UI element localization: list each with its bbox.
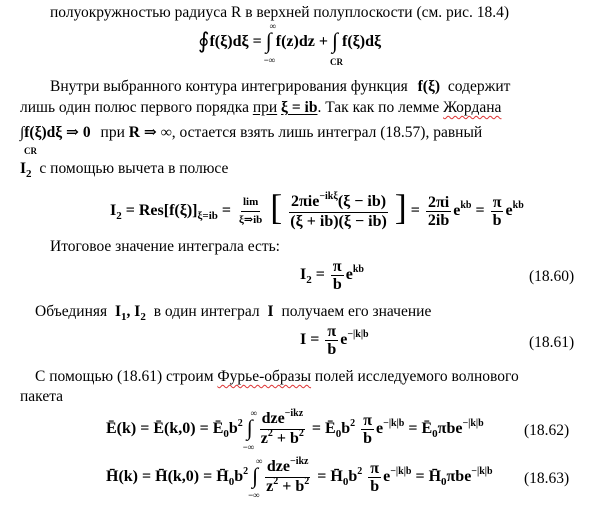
paragraph-line-3: лишь один полюс первого порядка при ξ = ib. Так как по лемме Жордана — [20, 99, 502, 116]
paragraph-line-8: С помощью (18.61) строим Фурье-образы полей исследуемого волнового — [35, 368, 519, 385]
equation-18-62: Ē(k) = Ē(k,0) = $Ē_0b^2$ ∫ ∞ −∞ $\frac{dze^{-ikz}}{z^2 + b^2}$ = $Ē_0b^2$ $\frac{\pi}{b}$ $e^{-|k|b}$ = $Ē_0\pi be^{-|k|b}$ — [106, 408, 484, 453]
equation-residue: $I_2 = Res[f(\xi)]_{\xi=ib}$ = $\frac{\lim}{\xi\Rightarrow ib}$ [ $\frac{2\pi ie^{-ik\xi}(\xi - ib)}{(\xi + ib)(\xi - ib)}$ ] = $\frac{2\pi i}{2ib}$ $e^{kb}$ = $\frac{\pi}{b}$ $e^{kb}$ — [110, 187, 524, 230]
eq-number-18-62: (18.62) — [524, 422, 570, 439]
text-p1: полуокружностью радиуса R в верхней полуплоскости (см. рис. 18.4) — [50, 4, 510, 21]
paragraph-line-1 — [50, 4, 509, 22]
equation-18-60: $I_2$ = $\frac{\pi}{b}$ $e^{kb}$ — [300, 258, 364, 293]
contour-integral-symbol: ∮ — [198, 28, 210, 53]
paragraph-line-2: Внутри выбранного контура интегрирования функция f(ξ) содержит — [50, 78, 511, 95]
equation-contour-split: ∮f(ξ)dξ = ∫ ∞ −∞ f(z)dz + ∫ CR f(ξ)dξ — [198, 21, 382, 67]
paragraph-line-4: ∫f(ξ)dξ ⇒ 0 при R ⇒ ∞, остается взять лишь интеграл (18.57), равный — [20, 124, 483, 141]
eq-number-18-60: (18.60) — [529, 268, 575, 285]
paragraph-line-7: Объединяя $I_1$, $I_2$ в один интеграл I получаем его значение — [35, 303, 432, 323]
equation-18-63: H̄(k) = H̄(k,0) = $H̄_0b^2$ ∫ ∞ −∞ $\frac{dze^{-ikz}}{z^2 + b^2}$ = $H̄_0b^2$ $\frac{\pi}{b}$ $e^{-|k|b}$ = $H̄_0\pi be^{-|k|b}$ — [106, 456, 493, 501]
paragraph-line-9: пакета — [20, 388, 64, 405]
paragraph-line-5: $I_2$ с помощью вычета в полюсе — [20, 160, 229, 180]
equation-18-61: I = $\frac{\pi}{b}$ $e^{-|k|b}$ — [300, 323, 369, 358]
eq-number-18-61: (18.61) — [529, 334, 575, 351]
eq-number-18-63: (18.63) — [524, 470, 570, 487]
contour-label-cr: CR — [24, 146, 37, 156]
paragraph-line-6: Итоговое значение интеграла есть: — [50, 238, 280, 255]
